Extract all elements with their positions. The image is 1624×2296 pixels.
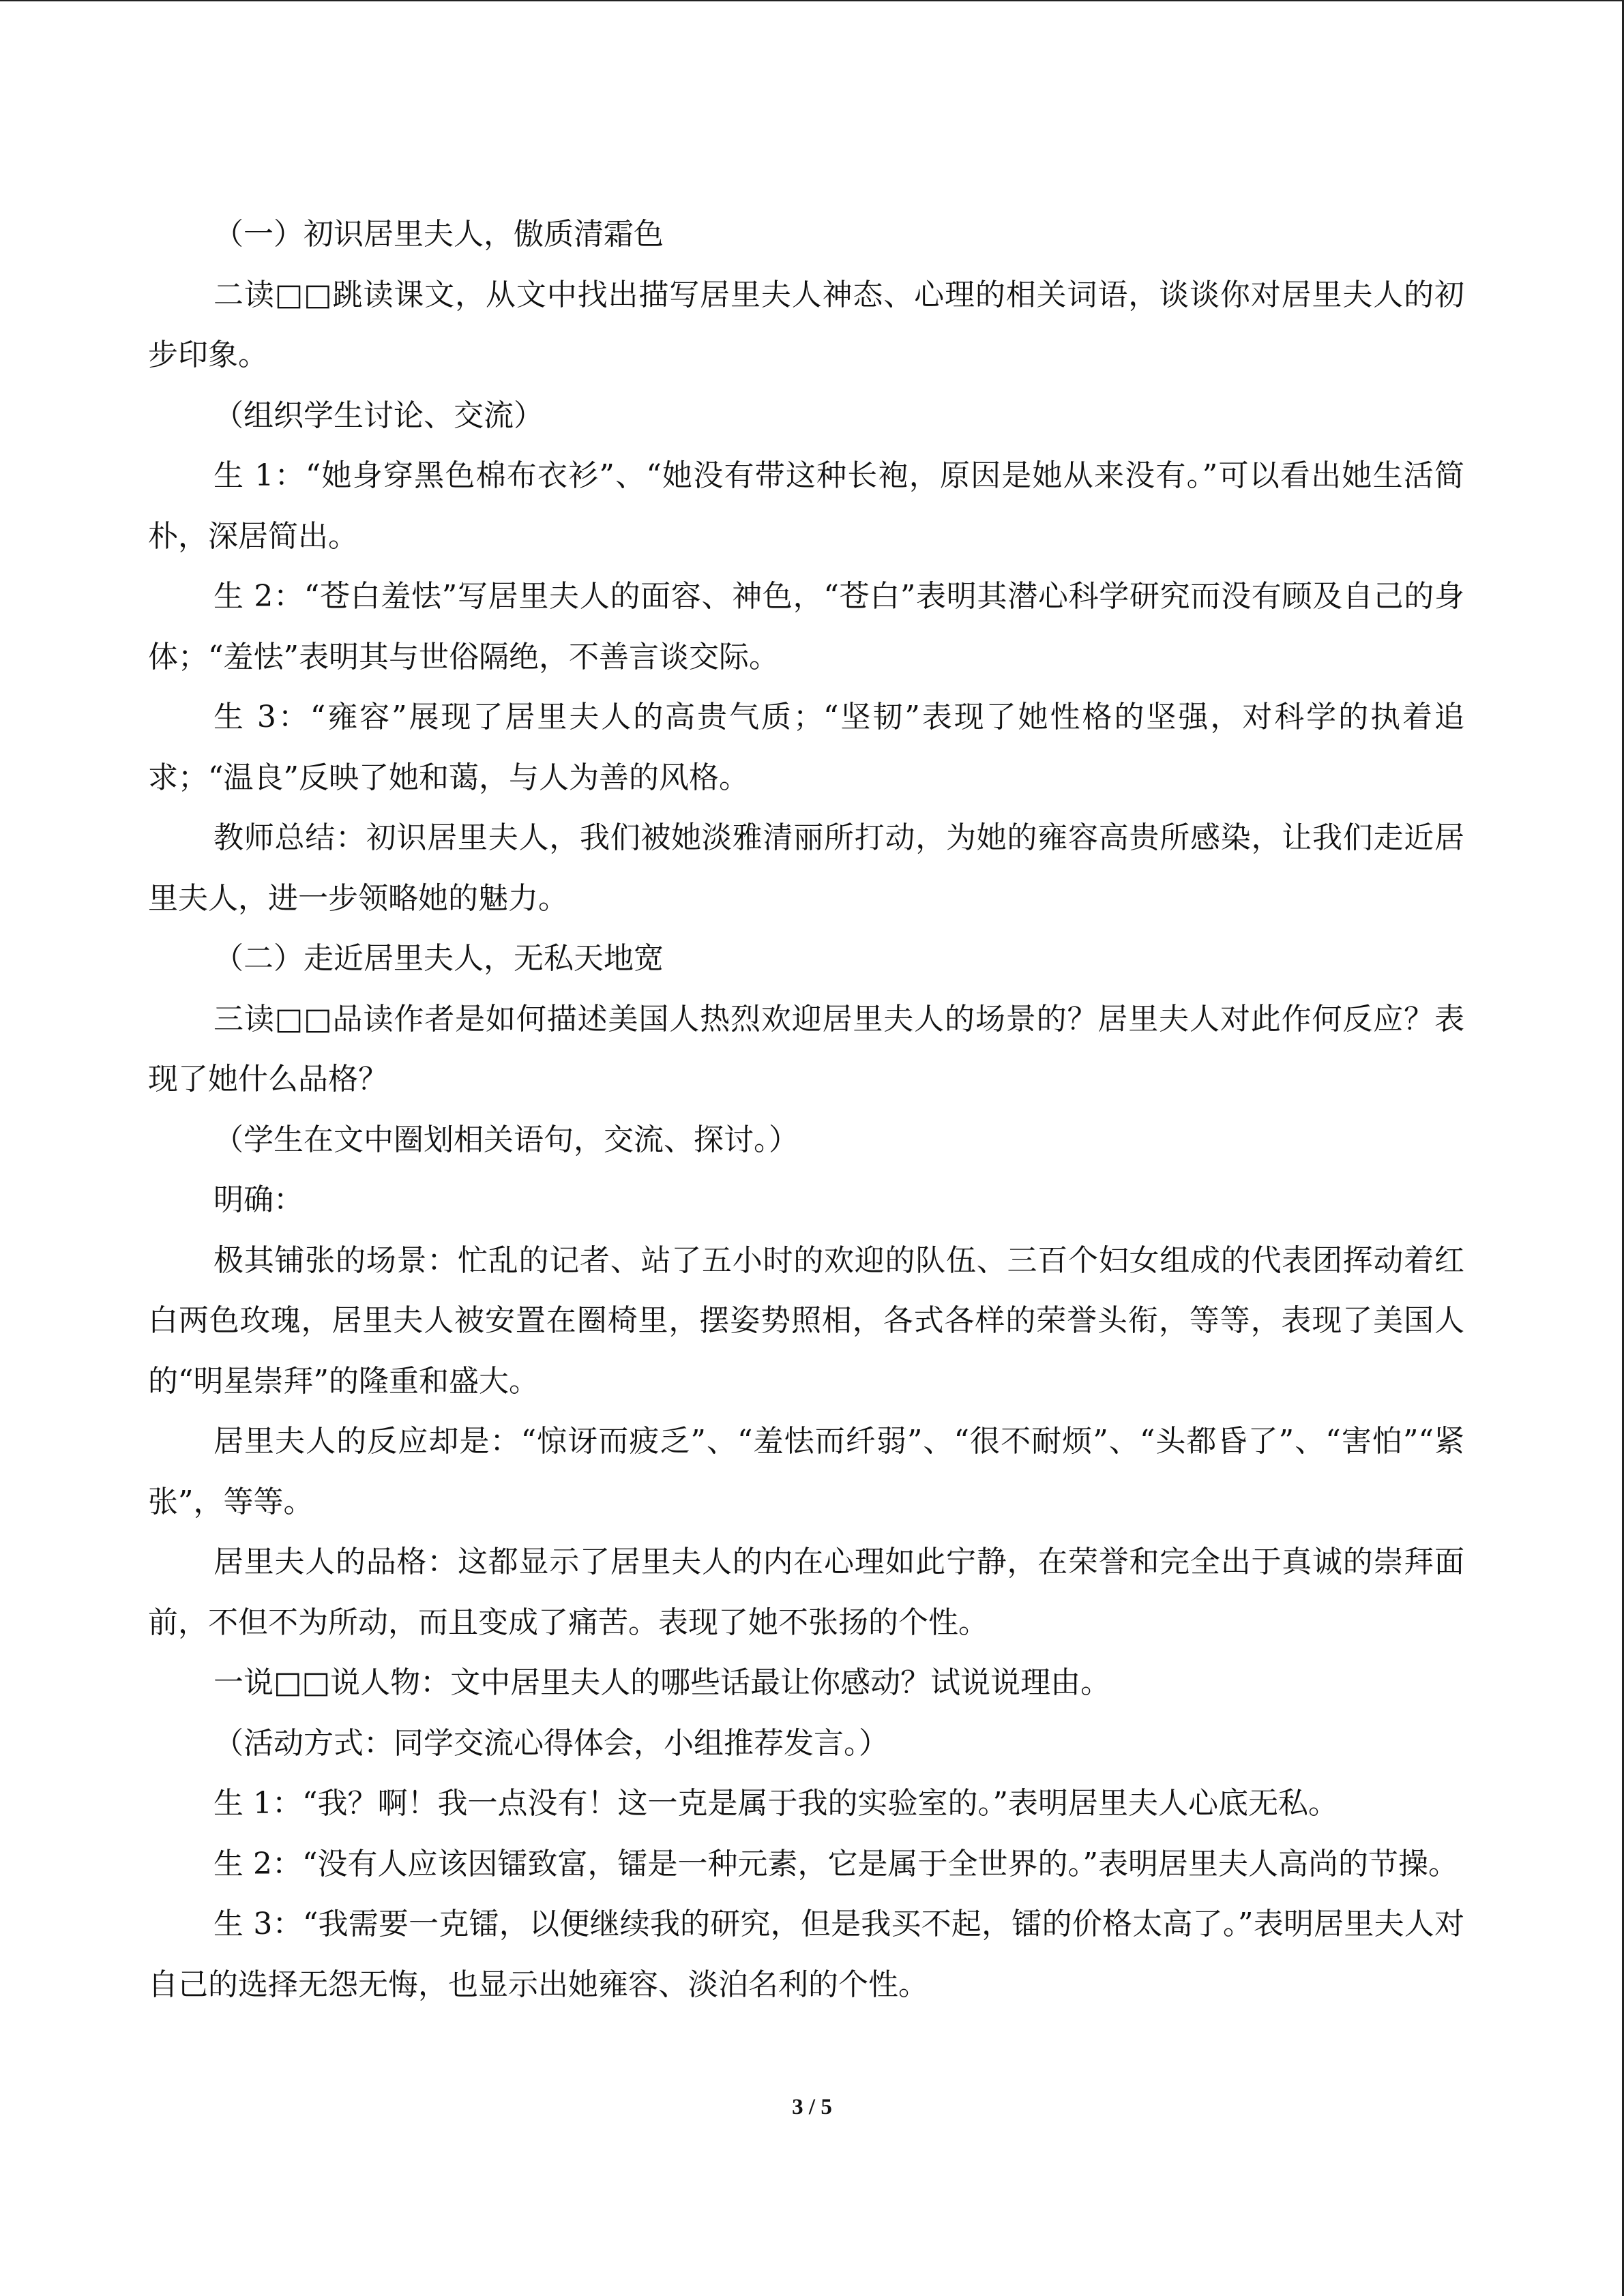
- paragraph: （组织学生讨论、交流）: [213, 398, 544, 433]
- paragraph: 三读□□品读作者是如何描述美国人热烈欢迎居里夫人的场景的？居里夫人对此作何反应？表现了她什么品格？: [148, 1001, 1464, 1097]
- page-number: 3 / 5: [792, 2095, 832, 2119]
- page-top-border: [0, 0, 1624, 1]
- section-heading-2: （二）走近居里夫人，无私天地宽: [213, 941, 664, 976]
- paragraph: 二读□□跳读课文，从文中找出描写居里夫人神态、心理的相关词语，谈谈你对居里夫人的初步印象。: [148, 277, 1464, 372]
- paragraph: 居里夫人的品格：这都显示了居里夫人的内在心理如此宁静，在荣誉和完全出于真诚的崇拜面前，不但不为所动，而且变成了痛苦。表现了她不张扬的个性。: [148, 1545, 1464, 1640]
- paragraph: （学生在文中圈划相关语句，交流、探讨。）: [213, 1122, 799, 1157]
- paragraph: 明确：: [213, 1182, 304, 1217]
- paragraph: 生 2：“没有人应该因镭致富，镭是一种元素，它是属于全世界的。”表明居里夫人高尚的节操。: [213, 1846, 1458, 1881]
- paragraph: 极其铺张的场景：忙乱的记者、站了五小时的欢迎的队伍、三百个妇女组成的代表团挥动着红白两色玫瑰，居里夫人被安置在圈椅里，摆姿势照相，各式各样的荣誉头衔，等等，表现了美国人的“明星崇拜”的隆重和盛大。: [148, 1242, 1464, 1399]
- paragraph: 教师总结：初识居里夫人，我们被她淡雅清丽所打动，为她的雍容高贵所感染，让我们走近居里夫人，进一步领略她的魅力。: [148, 820, 1464, 916]
- section-heading-1: （一）初识居里夫人，傲质清霜色: [213, 217, 664, 252]
- paragraph: 生 1：“我？啊！我一点没有！这一克是属于我的实验室的。”表明居里夫人心底无私。: [213, 1786, 1338, 1821]
- paragraph: 居里夫人的反应却是：“惊讶而疲乏”、“羞怯而纤弱”、“很不耐烦”、“头都昏了”、“害怕”“紧张”，等等。: [148, 1424, 1464, 1519]
- paragraph: 生 3：“雍容”展现了居里夫人的高贵气质；“坚韧”表现了她性格的坚强，对科学的执着追求；“温良”反映了她和蔼，与人为善的风格。: [148, 700, 1464, 795]
- paragraph: 生 1：“她身穿黑色棉布衣衫”、“她没有带这种长袍，原因是她从来没有。”可以看出她生活简朴，深居简出。: [148, 458, 1464, 554]
- document-body: [148, 205, 1464, 2015]
- paragraph: 生 2：“苍白羞怯”写居里夫人的面容、神色，“苍白”表明其潜心科学研究而没有顾及自己的身体；“羞怯”表明其与世俗隔绝，不善言谈交际。: [148, 579, 1464, 674]
- paragraph: 生 3：“我需要一克镭，以便继续我的研究，但是我买不起，镭的价格太高了。”表明居里夫人对自己的选择无怨无悔，也显示出她雍容、淡泊名利的个性。: [148, 1907, 1464, 2002]
- paragraph: 一说□□说人物：文中居里夫人的哪些话最让你感动？试说说理由。: [213, 1665, 1111, 1700]
- paragraph: （活动方式：同学交流心得体会，小组推荐发言。）: [213, 1725, 889, 1761]
